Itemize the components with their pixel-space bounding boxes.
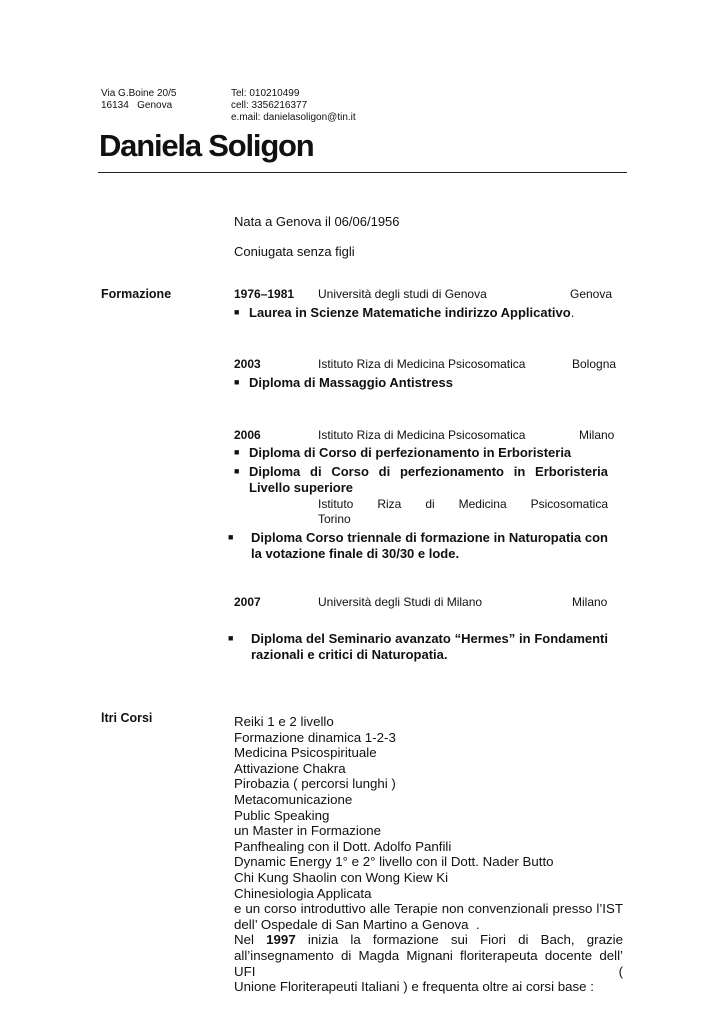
- bullet-icon: ■: [234, 466, 240, 476]
- course-item: Pirobazia ( percorsi lunghi ): [234, 776, 396, 792]
- bullet-icon: ■: [228, 633, 234, 643]
- bullet-icon: ■: [234, 377, 240, 387]
- course-item: Reiki 1 e 2 livello: [234, 714, 334, 729]
- section-label-altri-corsi: ltri Corsi: [101, 711, 153, 725]
- entry-year: 2007: [234, 595, 261, 609]
- marital-status: Coniugata senza figli: [234, 244, 355, 259]
- bullet-period: .: [570, 305, 575, 320]
- ist-course-line: dell’ Ospedale di San Martino a Genova .: [234, 916, 480, 932]
- bullet-text-line: Diploma di Corso di perfezionamento in Erboristeria: [249, 464, 608, 479]
- entry-year: 1976–1981: [234, 287, 295, 301]
- entry-year: 2003: [234, 357, 261, 371]
- course-item: Public Speaking: [234, 807, 330, 823]
- bullet-icon: ■: [228, 532, 234, 542]
- ist-course-line: e un corso introduttivo alle Terapie non convenzionali presso l’IST: [234, 901, 623, 917]
- course-item: Medicina Psicospirituale: [234, 745, 377, 761]
- bach-paragraph-line: [234, 932, 623, 948]
- course-item: Metacomunicazione: [234, 791, 353, 807]
- course-item: Panfhealing con il Dott. Adolfo Panfili: [234, 838, 452, 854]
- entry-year: 2006: [234, 428, 261, 442]
- course-item: Attivazione Chakra: [234, 760, 346, 776]
- email: e.mail: danielasoligon@tin.it: [231, 112, 356, 123]
- bach-year: 1997: [266, 932, 296, 948]
- courses-list: [234, 714, 623, 995]
- bullet-text-line: Diploma del Seminario avanzato “Hermes” in Fondamenti: [251, 631, 608, 646]
- bullet-text-line: Livello superiore: [249, 479, 354, 495]
- bullet-text: Diploma di Corso di perfezionamento in Erboristeria: [249, 445, 572, 460]
- bullet-text: Diploma di Massaggio Antistress: [249, 375, 453, 390]
- bullet-icon: ■: [234, 447, 240, 457]
- address-city: 16134 Genova: [101, 100, 173, 111]
- phone: Tel: 010210499: [231, 88, 300, 99]
- entry-institution: Istituto Riza di Medicina Psicosomatica: [318, 357, 526, 371]
- course-item: Chi Kung Shaolin con Wong Kiew Ki: [234, 869, 449, 885]
- sub-institution: [318, 497, 608, 527]
- bullet-text-line: Diploma Corso triennale di formazione in Naturopatia con: [251, 530, 608, 545]
- sub-institution-line: Istituto Riza di Medicina Psicosomatica: [318, 497, 608, 511]
- course-item: Dynamic Energy 1° e 2° livello con il Dott. Nader Butto: [234, 854, 554, 870]
- entry-institution: Università degli Studi di Milano: [318, 595, 483, 609]
- bach-paragraph-line: all’insegnamento di Magda Mignani floriterapeuta docente dell’ UFI (: [234, 947, 623, 979]
- entry-institution: Università degli studi di Genova: [318, 287, 487, 301]
- diploma-bullet: [228, 530, 608, 562]
- course-item: Chinesiologia Applicata: [234, 885, 372, 901]
- header-divider: [98, 172, 627, 173]
- bach-post: inizia la formazione sui Fiori di Bach, grazie: [295, 932, 623, 948]
- bullet-icon: ■: [234, 307, 240, 317]
- contact-block: [231, 88, 356, 124]
- entry-city: Bologna: [572, 357, 617, 371]
- entry-institution: Istituto Riza di Medicina Psicosomatica: [318, 428, 526, 442]
- diploma-bullet: [228, 631, 608, 663]
- course-item: un Master in Formazione: [234, 823, 382, 839]
- cell-phone: cell: 3356216377: [231, 100, 308, 111]
- diploma-bullet: [234, 445, 614, 461]
- bullet-text-line: la votazione finale di 30/30 e lode.: [251, 545, 460, 561]
- bullet-text: Laurea in Scienze Matematiche indirizzo Applicativo: [249, 305, 571, 320]
- entry-city: Milano: [572, 595, 608, 609]
- diploma-bullet: [234, 464, 608, 496]
- bach-pre: Nel: [234, 932, 267, 948]
- sub-institution-line: Torino: [318, 512, 351, 526]
- course-item: Formazione dinamica 1-2-3: [234, 729, 396, 745]
- bullet-text-line: razionali e critici di Naturopatia.: [251, 646, 448, 662]
- address-block: [101, 88, 176, 112]
- entry-city: Genova: [570, 287, 613, 301]
- bach-paragraph-line: Unione Floriterapeuti Italiani ) e frequenta oltre ai corsi base :: [234, 979, 594, 995]
- section-label-formazione: Formazione: [101, 287, 172, 301]
- address-street: Via G.Boine 20/5: [101, 88, 177, 99]
- entry-city: Milano: [579, 428, 615, 442]
- person-name: Daniela Soligon: [99, 128, 314, 163]
- birth-info: Nata a Genova il 06/06/1956: [234, 214, 400, 229]
